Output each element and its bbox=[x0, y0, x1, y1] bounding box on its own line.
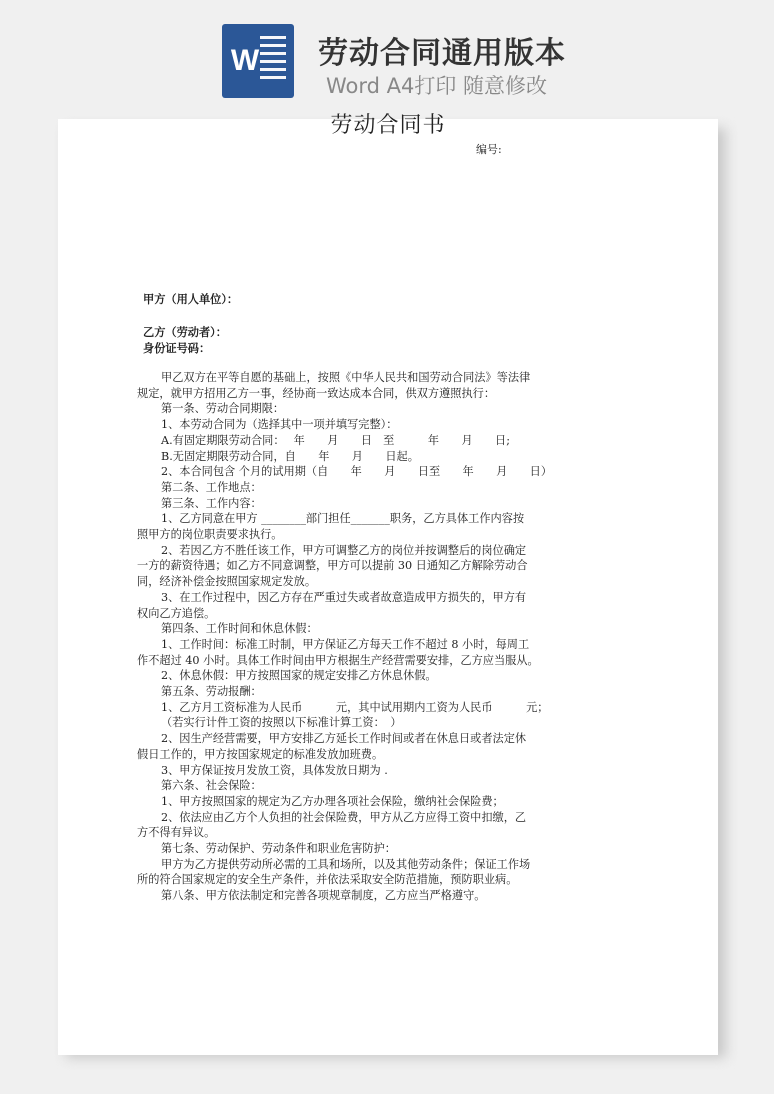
page-subtitle: Word A4打印 随意修改 bbox=[326, 74, 548, 98]
page-header bbox=[0, 0, 774, 110]
contract-line: 第二条、工作地点： bbox=[161, 480, 262, 494]
contract-line: 第七条、劳动保护、劳动条件和职业危害防护： bbox=[161, 842, 396, 855]
contract-line: 假日工作的，甲方按国家规定的标准发放加班费。 bbox=[137, 747, 384, 761]
contract-line: 方不得有异议。 bbox=[137, 826, 216, 840]
contract-line: 同，经济补偿金按照国家规定发放。 bbox=[137, 575, 317, 589]
id-number-label: 身份证号码： bbox=[143, 342, 211, 355]
contract-line: 第六条、社会保险： bbox=[161, 779, 262, 793]
contract-line: A.有固定期限劳动合同： 年 月 日 至 年 月 日; bbox=[161, 433, 510, 447]
document-title: 劳动合同书 bbox=[330, 113, 446, 138]
contract-line: 一方的薪资待遇；如乙方不同意调整，甲方可以提前 30 日通知乙方解除劳动合 bbox=[137, 559, 528, 573]
contract-line: 所的符合国家规定的安全生产条件，并依法采取安全防范措施，预防职业病。 bbox=[137, 873, 518, 887]
contract-line: B.无固定期限劳动合同，自 年 月 日起。 bbox=[161, 449, 419, 463]
contract-line: 权向乙方追偿。 bbox=[137, 606, 216, 620]
contract-line: 第四条、工作时间和休息休假： bbox=[161, 622, 318, 636]
contract-line: 1、甲方按照国家的规定为乙方办理各项社会保险，缴纳社会保险费； bbox=[161, 794, 504, 808]
word-icon-lines bbox=[260, 36, 286, 86]
contract-line: 甲方为乙方提供劳动所必需的工具和场所，以及其他劳动条件；保证工作场 bbox=[161, 857, 531, 871]
page-title: 劳动合同通用版本 bbox=[318, 36, 566, 71]
contract-line: 规定，就甲方招用乙方一事，经协商一致达成本合同，供双方遵照执行： bbox=[137, 386, 496, 400]
contract-line: 2、本合同包含 个月的试用期（自 年 月 日至 年 月 日） bbox=[161, 465, 553, 479]
contract-line: 2、依法应由乙方个人负担的社会保险费，甲方从乙方应得工资中扣缴，乙 bbox=[161, 810, 527, 824]
contract-line: 第五条、劳动报酬： bbox=[161, 685, 262, 698]
contract-line: （若实行计件工资的按照以下标准计算工资： ） bbox=[161, 716, 402, 730]
contract-line: 2、若因乙方不胜任该工作，甲方可调整乙方的岗位并按调整后的岗位确定 bbox=[161, 543, 527, 557]
word-icon bbox=[222, 24, 294, 98]
contract-line: 照甲方的岗位职责要求执行。 bbox=[137, 528, 283, 541]
contract-line: 作不超过 40 小时。具体工作时间由甲方根据生产经营需要安排，乙方应当服从。 bbox=[137, 653, 539, 667]
contract-line: 3、在工作过程中，因乙方存在严重过失或者故意造成甲方损失的，甲方有 bbox=[161, 590, 527, 604]
contract-line: 第八条、甲方依法制定和完善各项规章制度，乙方应当严格遵守。 bbox=[161, 889, 486, 903]
serial-number-label: 编号: bbox=[476, 143, 502, 156]
contract-line: 2、休息休假：甲方按照国家的规定安排乙方休息休假。 bbox=[161, 669, 437, 683]
contract-line: 3、甲方保证按月发放工资，具体发放日期为 . bbox=[161, 763, 388, 777]
contract-line: 1、工作时间：标准工时制，甲方保证乙方每天工作不超过 8 小时，每周工 bbox=[161, 637, 530, 651]
contract-line: 1、本劳动合同为（选择其中一项并填写完整）： bbox=[161, 418, 398, 432]
contract-line: 甲乙双方在平等自愿的基础上，按照《中华人民共和国劳动合同法》等法律 bbox=[161, 371, 531, 384]
contract-line: 1、乙方月工资标准为人民币 元，其中试用期内工资为人民币 元； bbox=[161, 700, 549, 714]
word-icon-letter: W bbox=[230, 44, 260, 77]
party-b-label: 乙方（劳动者）： bbox=[143, 326, 227, 339]
contract-line: 第三条、工作内容： bbox=[161, 496, 262, 510]
contract-line: 2、因生产经营需要，甲方安排乙方延长工作时间或者在休息日或者法定休 bbox=[161, 732, 527, 746]
contract-line: 1、乙方同意在甲方 ________部门担任_______职务，乙方具体工作内容按 bbox=[161, 512, 525, 526]
contract-line: 第一条、劳动合同期限： bbox=[161, 402, 285, 416]
party-a-label: 甲方（用人单位）： bbox=[143, 293, 239, 306]
